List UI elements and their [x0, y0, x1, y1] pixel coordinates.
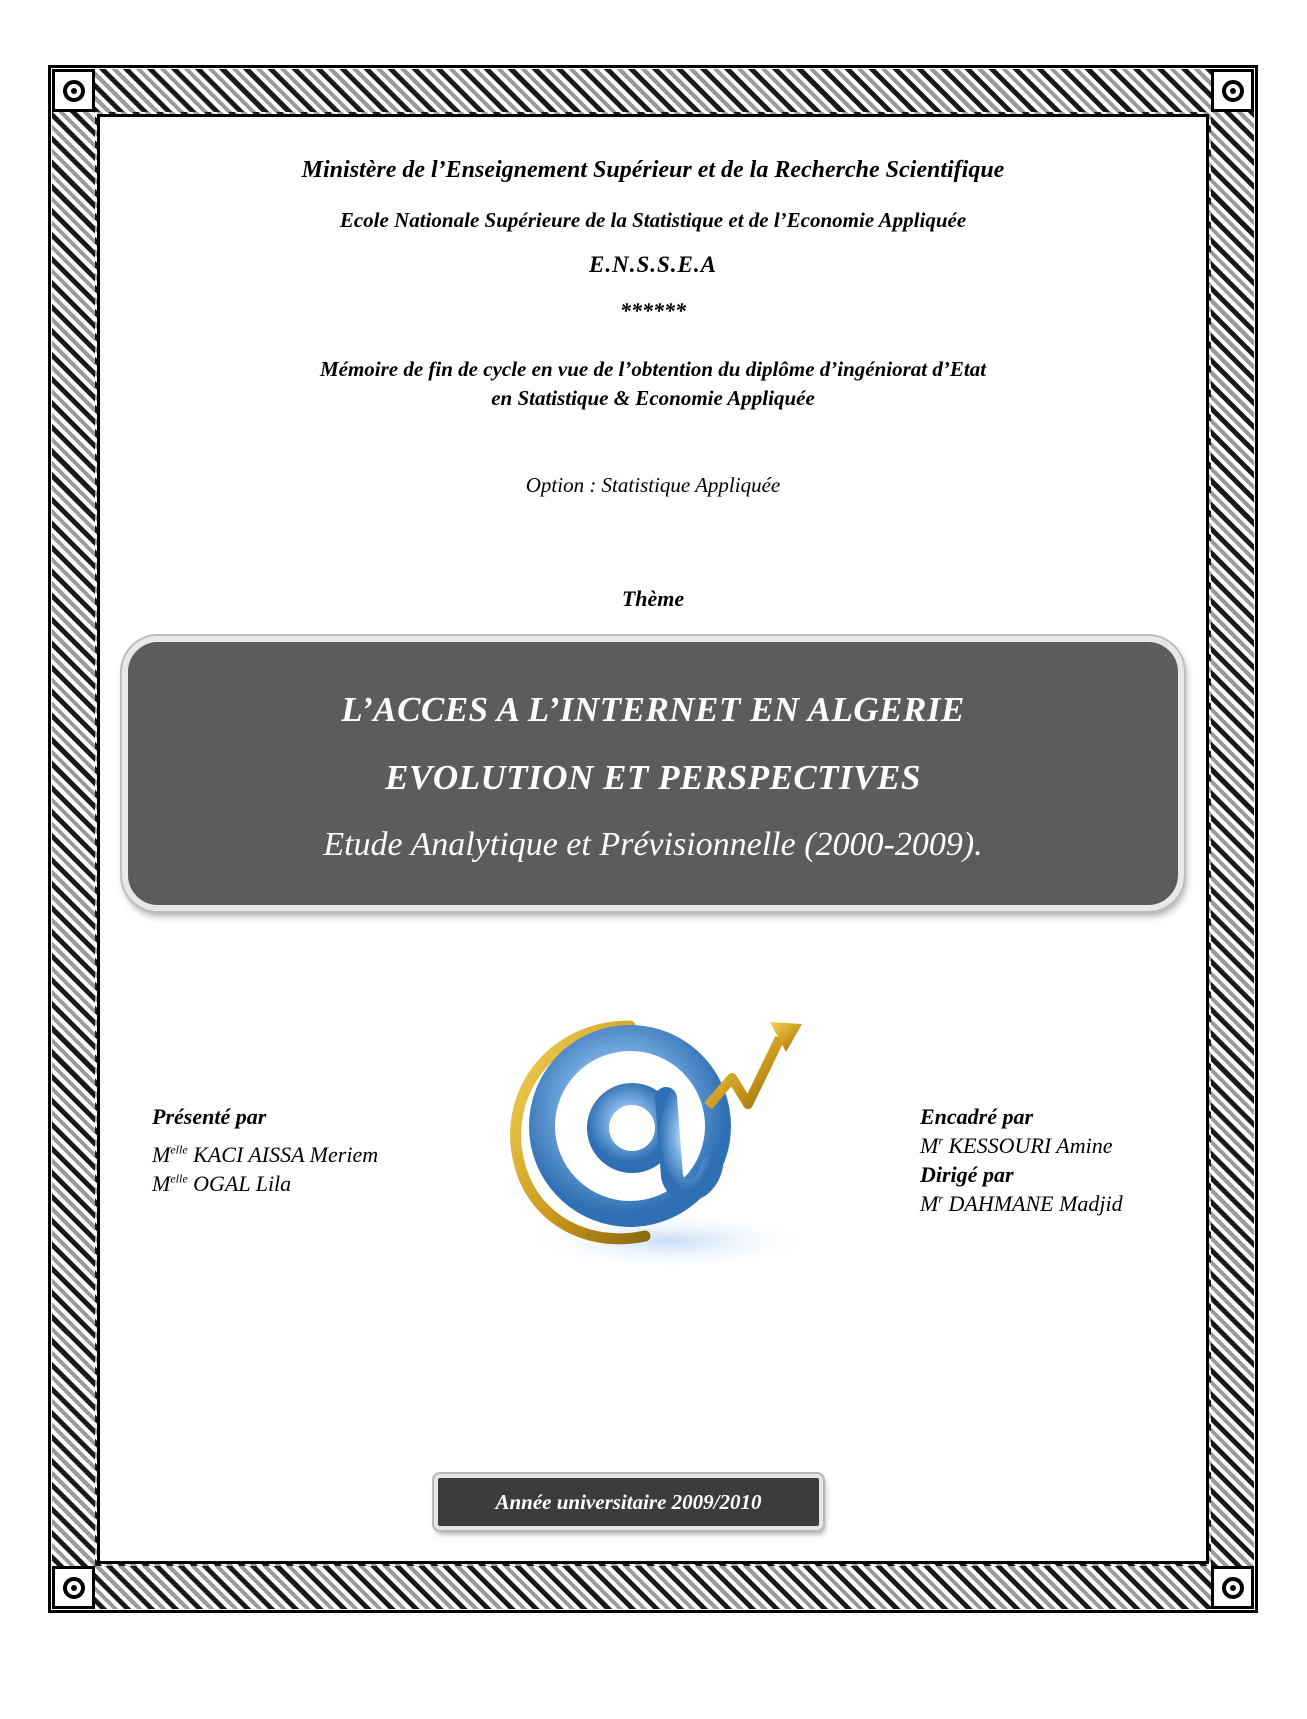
supervision-block — [920, 1102, 1123, 1218]
author-1: $M^{elle}$ KACI AISSA Meriem — [152, 1142, 379, 1167]
directed-by-label: Dirigé par — [920, 1162, 1014, 1187]
option-label: Option : Statistique Appliquée — [525, 473, 781, 497]
theme-title-line-1: L’ACCES A L’INTERNET EN ALGERIE — [341, 690, 965, 729]
theme-subtitle: Etude Analytique et Prévisionnelle (2000-2009). — [323, 826, 983, 863]
presented-by-block — [152, 1102, 378, 1198]
theme-label: Thème — [621, 586, 685, 611]
memoir-line-2: en Statistique & Economie Appliquée — [491, 386, 815, 410]
ministry-title: Ministère de l’Enseignement Supérieur et de la Recherche Scientifique — [301, 157, 1005, 183]
school-acronym: E.N.S.S.E.A — [589, 252, 717, 277]
director-name: $M^r$ DAHMANE Madjid — [920, 1191, 1123, 1216]
presented-by-label: Présenté par — [152, 1104, 267, 1129]
memoir-line-1: Mémoire de fin de cycle en vue de l’obtention du diplôme d’ingéniorat d’Etat — [319, 357, 987, 381]
corner-ornament-icon — [52, 69, 95, 112]
theme-box — [122, 636, 1184, 911]
corner-ornament-icon — [1211, 69, 1254, 112]
school-name: Ecole Nationale Supérieure de la Statistique et de l’Economie Appliquée — [339, 208, 967, 232]
supervisor-name: $M^r$ KESSOURI Amine — [920, 1133, 1113, 1158]
corner-ornament-icon — [52, 1566, 95, 1609]
academic-year-badge: Année universitaire 2009/2010 — [434, 1474, 823, 1530]
corner-ornament-icon — [1211, 1566, 1254, 1609]
separator: ****** — [620, 298, 686, 323]
author-2: $M^{elle}$ OGAL Lila — [152, 1171, 292, 1196]
theme-title-line-2: EVOLUTION ET PERSPECTIVES — [385, 758, 921, 797]
supervised-by-label: Encadré par — [920, 1104, 1034, 1129]
at-sign-growth-arrow-icon — [480, 986, 860, 1286]
